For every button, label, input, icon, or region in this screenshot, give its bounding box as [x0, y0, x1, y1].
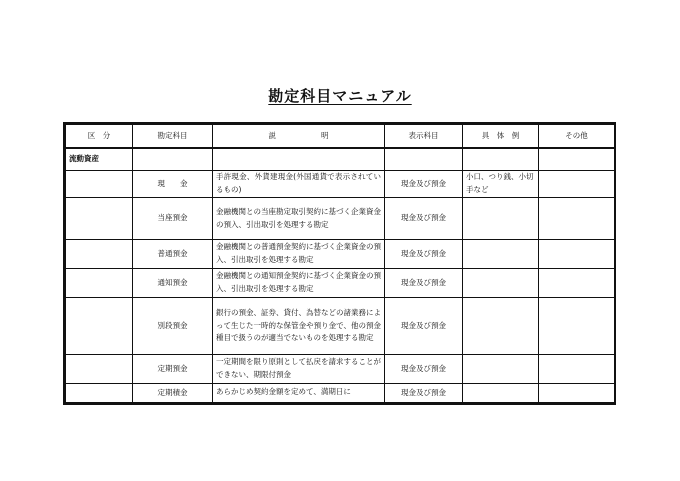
setsumei-cell: 銀行の預金、証券、貸付、為替などの諸業務によって生じた一時的な保管金や預り金で、他の預金種目で扱うのが適当でないものを処理する勘定	[213, 298, 385, 355]
kamoku-cell: 普通預金	[133, 240, 213, 269]
table-row	[66, 198, 615, 240]
hyoji-cell: 現金及び預金	[385, 384, 463, 403]
setsumei-cell: 金融機関との当座勘定取引契約に基づく企業資金の預入、引出取引を処理する勘定	[213, 198, 385, 240]
hyoji-cell: 現金及び預金	[385, 198, 463, 240]
table-header-row	[66, 125, 615, 149]
setsumei-cell: 金融機関との通知預金契約に基づく企業資金の預入、引出取引を処理する勘定	[213, 269, 385, 298]
gutai-cell	[463, 298, 539, 355]
table-row	[66, 269, 615, 298]
kamoku-cell: 現 金	[133, 171, 213, 198]
gutai-cell: 小口、つり銭、小切手など	[463, 171, 539, 198]
table-cell	[539, 198, 615, 240]
setsumei-cell: 一定期間を限り原則として払戻を請求することができない、期限付預金	[213, 355, 385, 384]
header-setsumei: 説 明	[213, 125, 385, 149]
document-title	[0, 85, 680, 106]
gutai-cell	[463, 269, 539, 298]
table-row	[66, 298, 615, 355]
table-cell	[66, 355, 133, 384]
section-row	[66, 148, 615, 171]
hyoji-cell: 現金及び預金	[385, 298, 463, 355]
table-cell	[66, 240, 133, 269]
kamoku-cell: 通知預金	[133, 269, 213, 298]
table-cell	[213, 148, 385, 171]
kamoku-cell: 定期積金	[133, 384, 213, 403]
gutai-cell	[463, 198, 539, 240]
header-kamoku: 勘定科目	[133, 125, 213, 149]
table-cell	[539, 240, 615, 269]
header-other: その他	[539, 125, 615, 149]
table-cell	[66, 298, 133, 355]
header-hyoji: 表示科目	[385, 125, 463, 149]
gutai-cell	[463, 355, 539, 384]
table-row	[66, 384, 615, 403]
table-cell	[539, 384, 615, 403]
setsumei-cell: 金融機関との普通預金契約に基づく企業資金の預入、引出取引を処理する勘定	[213, 240, 385, 269]
kamoku-cell: 別段預金	[133, 298, 213, 355]
kamoku-cell: 定期預金	[133, 355, 213, 384]
table-cell	[133, 148, 213, 171]
hyoji-cell: 現金及び預金	[385, 355, 463, 384]
header-gutai: 具 体 例	[463, 125, 539, 149]
table-cell	[385, 148, 463, 171]
section-label: 流動資産	[66, 148, 133, 171]
table-cell	[463, 148, 539, 171]
table-cell	[539, 148, 615, 171]
kamoku-cell: 当座預金	[133, 198, 213, 240]
gutai-cell	[463, 384, 539, 403]
hyoji-cell: 現金及び預金	[385, 171, 463, 198]
setsumei-text: あらかじめ契約金額を定めて、満期日に	[216, 387, 351, 396]
table-cell	[66, 269, 133, 298]
hyoji-cell: 現金及び預金	[385, 269, 463, 298]
table-row	[66, 355, 615, 384]
table-cell	[539, 171, 615, 198]
table-row	[66, 171, 615, 198]
table-cell	[66, 198, 133, 240]
table-row	[66, 240, 615, 269]
table-cell	[539, 269, 615, 298]
setsumei-cell	[213, 384, 385, 403]
table-cell	[66, 171, 133, 198]
document-title-text: 勘定科目マニュアル	[268, 87, 412, 105]
gutai-cell	[463, 240, 539, 269]
table-cell	[66, 384, 133, 403]
setsumei-cell: 手許現金、外貨建現金(外国通貨で表示されているもの)	[213, 171, 385, 198]
account-manual-table	[65, 124, 615, 403]
hyoji-cell: 現金及び預金	[385, 240, 463, 269]
account-manual-table-wrapper	[63, 122, 616, 405]
header-kubun: 区 分	[66, 125, 133, 149]
table-cell	[539, 298, 615, 355]
table-cell	[539, 355, 615, 384]
